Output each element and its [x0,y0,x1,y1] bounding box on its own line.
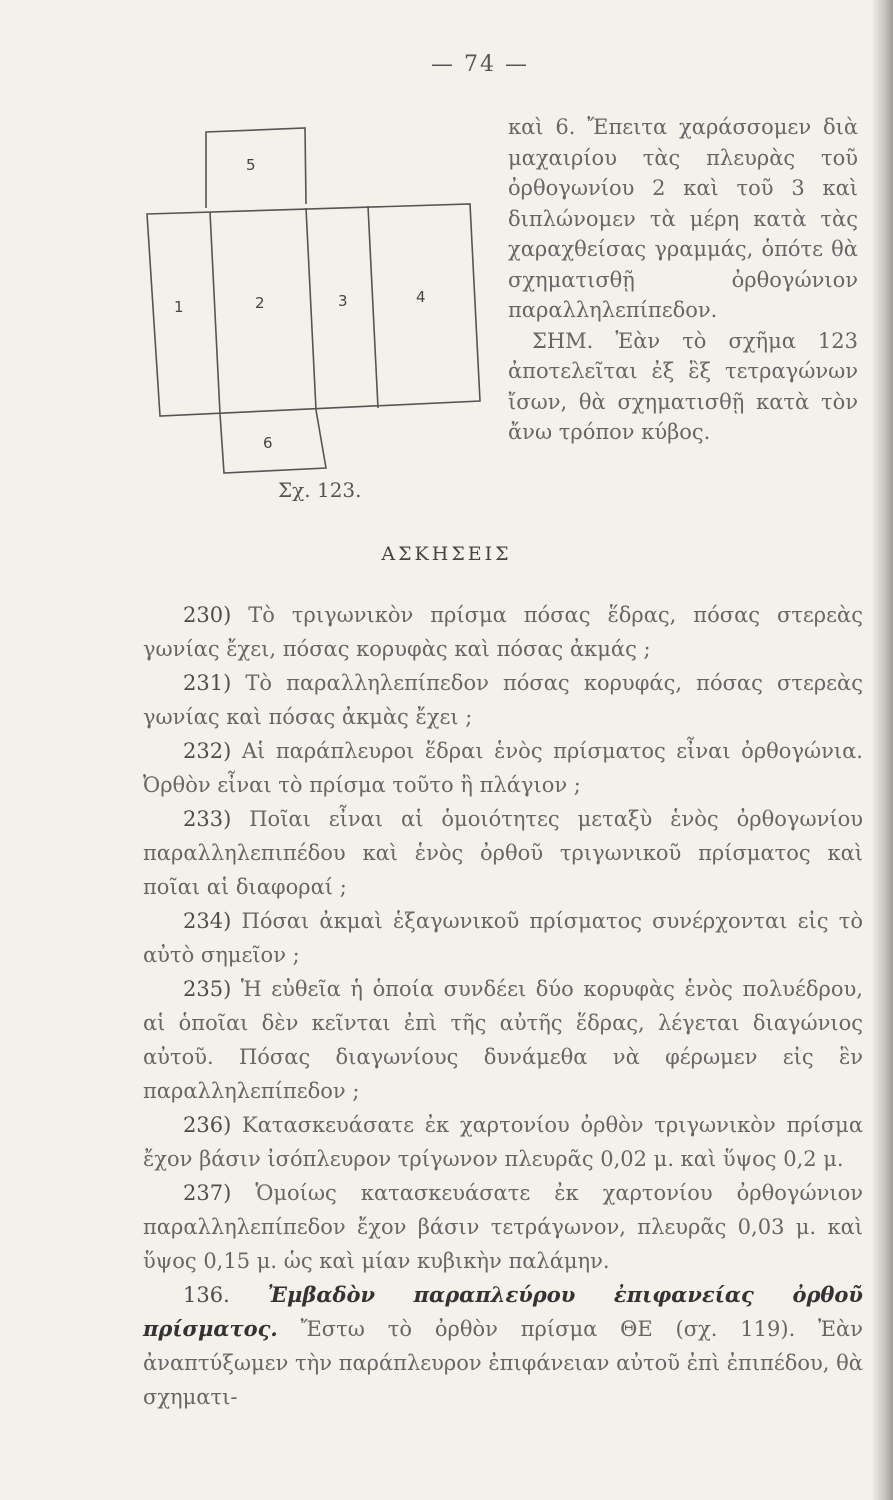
exercise-number: 230) [183,603,232,627]
exercise-item [143,972,863,1108]
exercise-number: 231) [183,671,232,695]
net-face-5 [206,128,306,208]
exercise-number: 234) [183,909,232,933]
exercise-text: Πόσαι ἀκμαὶ ἑξαγωνικοῦ πρίσματος συνέρχονται εἰς τὸ αὐτὸ σημεῖον ; [143,909,863,967]
section-number: 136. [183,1283,230,1307]
exercise-number: 237) [183,1181,232,1205]
exercise-item [143,734,863,802]
exercise-item [143,598,863,666]
exercise-item [143,802,863,904]
cuboid-net-drawing [140,118,490,518]
exercise-item [143,1176,863,1278]
exercise-number: 232) [183,739,232,763]
exercise-text: Τὸ παραλληλεπίπεδον πόσας κορυφάς, πόσας στερεὰς γωνίας καὶ πόσας ἀκμὰς ἔχει ; [143,671,863,729]
exercise-text: Αἱ παράπλευροι ἕδραι ἑνὸς πρίσματος εἶναι ὀρθογώνια. Ὀρθὸν εἶναι τὸ πρίσμα τοῦτο ἢ πλάγιον ; [143,739,863,797]
exercise-text: Κατασκευάσατε ἐκ χαρτονίου ὀρθὸν τριγωνικὸν πρίσμα ἔχον βάσιν ἰσόπλευρον τρίγωνον πλευρᾶς 0,02 μ. καὶ ὕψος 0,2 μ. [143,1113,863,1171]
exercises-list [143,598,863,1414]
exercise-text: Ὁμοίως κατασκευάσατε ἐκ χαρτονίου ὀρθογώνιον παραλληλεπίπεδον ἔχον βάσιν τετράγωνον, πλευρᾶς 0,03 μ. καὶ ὕψος 0,15 μ. ὡς καὶ μίαν κυβικὴν παλάμην. [143,1181,863,1273]
face-label-3: 3 [338,292,348,310]
face-label-2: 2 [255,294,265,312]
net-face-6 [220,410,326,473]
page-edge-shadow [871,0,893,1500]
side-note: ΣΗΜ. Ἐὰν τὸ σχῆμα 123 ἀποτελεῖται ἐξ ἓξ τετραγώνων ἴσων, θὰ σχηματισθῇ κατὰ τὸν ἄνω τρόπον κύβος. [508,328,858,444]
exercise-item [143,1108,863,1176]
side-paragraph: καὶ 6. Ἔπειτα χαράσσομεν διὰ μαχαιρίου τὰς πλευρὰς τοῦ ὀρθογωνίου 2 καὶ τοῦ 3 καὶ διπλώνομεν τὰ μέρη κατὰ τὰς χαραχθείσας γραμμάς, ὁπότε θὰ σχηματισθῇ ὀρθογώνιον παραλληλεπίπεδον. [508,115,858,322]
side-text-block [508,112,858,448]
exercise-text: Ποῖαι εἶναι αἱ ὁμοιότητες μεταξὺ ἑνὸς ὀρθογωνίου παραλληλεπιπέδου καὶ ἑνὸς ὀρθοῦ τριγωνικοῦ πρίσματος καὶ ποῖαι αἱ διαφοραί ; [143,807,863,899]
exercise-item [143,666,863,734]
exercise-number: 235) [183,977,232,1001]
section-title: Ἐμβαδὸν παραπλεύρου ἐπιφανείας ὀρθοῦ πρίσματος. [143,1282,863,1341]
exercise-text: Τὸ τριγωνικὸν πρίσμα πόσας ἕδρας, πόσας στερεὰς γωνίας ἔχει, πόσας κορυφὰς καὶ πόσας ἀκμάς ; [143,603,863,661]
exercise-number: 236) [183,1113,232,1137]
exercise-number: 233) [183,807,232,831]
net-fold-line-2 [306,208,316,410]
net-fold-line-1 [210,212,220,414]
face-label-1: 1 [174,298,184,316]
exercise-text: Ἡ εὐθεῖα ἡ ὁποία συνδέει δύο κορυφὰς ἑνὸς πολυέδρου, αἱ ὁποῖαι δὲν κεῖνται ἐπὶ τῆς αὐτῆς ἕδρας, λέγεται διαγώνιος αὐτοῦ. Πόσας διαγωνίους δυνάμεθα νὰ φέρωμεν εἰς ἓν παραλληλεπίπεδον ; [143,977,863,1103]
page-number: — 74 — [431,52,529,77]
exercises-heading: ΑΣΚΗΣΕΙΣ [381,543,512,565]
net-strip-outline [147,204,480,416]
exercise-item [143,904,863,972]
figure-caption: Σχ. 123. [278,478,362,502]
face-label-6: 6 [263,434,273,452]
cuboid-net-figure [140,118,490,518]
face-label-4: 4 [416,288,426,306]
net-fold-line-3 [368,206,378,408]
section-text: Ἔστω τὸ ὀρθὸν πρίσμα ΘΕ (σχ. 119). Ἐὰν ἀναπτύξωμεν τὴν παράπλευρον ἐπιφάνειαν αὐτοῦ ἐπὶ ἐπιπέδου, θὰ σχηματι- [143,1317,863,1409]
section-paragraph [143,1278,863,1414]
face-label-5: 5 [246,156,256,174]
